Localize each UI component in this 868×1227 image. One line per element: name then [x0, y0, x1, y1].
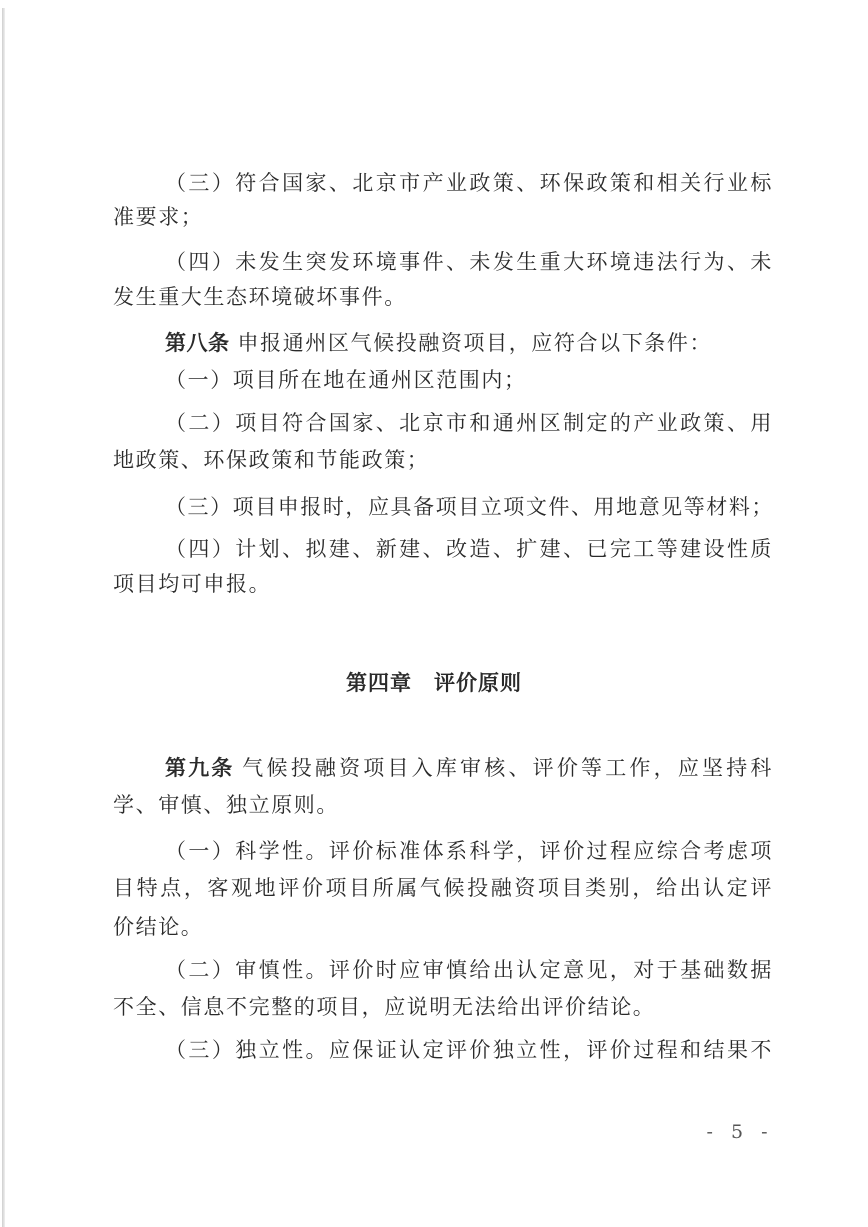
paragraph-line: （一）项目所在地在通州区范围内； — [165, 368, 527, 392]
article-text: 气候投融资项目入库审核、评价等工作，应坚持科 — [242, 756, 774, 780]
paragraph-line: 项目均可申报。 — [113, 572, 272, 596]
paragraph-line: 学、审慎、独立原则。 — [113, 793, 339, 817]
paragraph-line: 发生重大生态环境破坏事件。 — [113, 285, 407, 309]
paragraph-line: （四）未发生突发环境事件、未发生重大环境违法行为、未 — [165, 250, 773, 274]
article-text: 申报通州区气候投融资项目，应符合以下条件： — [237, 331, 713, 355]
chapter-heading: 第四章 评价原则 — [346, 671, 522, 695]
paragraph-line: （二）项目符合国家、北京市和通州区制定的产业政策、用 — [165, 411, 773, 435]
paragraph-line: （二）审慎性。评价时应审慎给出认定意见，对于基础数据 — [165, 958, 773, 982]
article-label: 第九条 — [165, 756, 235, 780]
paragraph-line: （一）科学性。评价标准体系科学，评价过程应综合考虑项 — [165, 839, 773, 863]
paragraph-line: 地政策、环保政策和节能政策； — [113, 448, 430, 472]
paragraph-line: （四）计划、拟建、新建、改造、扩建、已完工等建设性质 — [165, 537, 773, 561]
article-8-heading — [165, 329, 773, 357]
paragraph-line: 不全、信息不完整的项目，应说明无法给出评价结论。 — [113, 995, 656, 1019]
paragraph-line: 价结论。 — [113, 915, 204, 939]
page-left-edge-shadow — [2, 8, 5, 1227]
article-label: 第八条 — [165, 331, 230, 355]
paragraph-line: 目特点，客观地评价项目所属气候投融资项目类别，给出认定评 — [113, 876, 773, 900]
page-number: - 5 - — [706, 1121, 774, 1143]
paragraph-line: 准要求； — [113, 205, 204, 229]
paragraph-line: （三）独立性。应保证认定评价独立性，评价过程和结果不 — [165, 1038, 773, 1062]
paragraph-line: （三）符合国家、北京市产业政策、环保政策和相关行业标 — [165, 171, 773, 195]
article-9-heading — [165, 754, 773, 782]
paragraph-line: （三）项目申报时，应具备项目立项文件、用地意见等材料； — [165, 495, 773, 519]
